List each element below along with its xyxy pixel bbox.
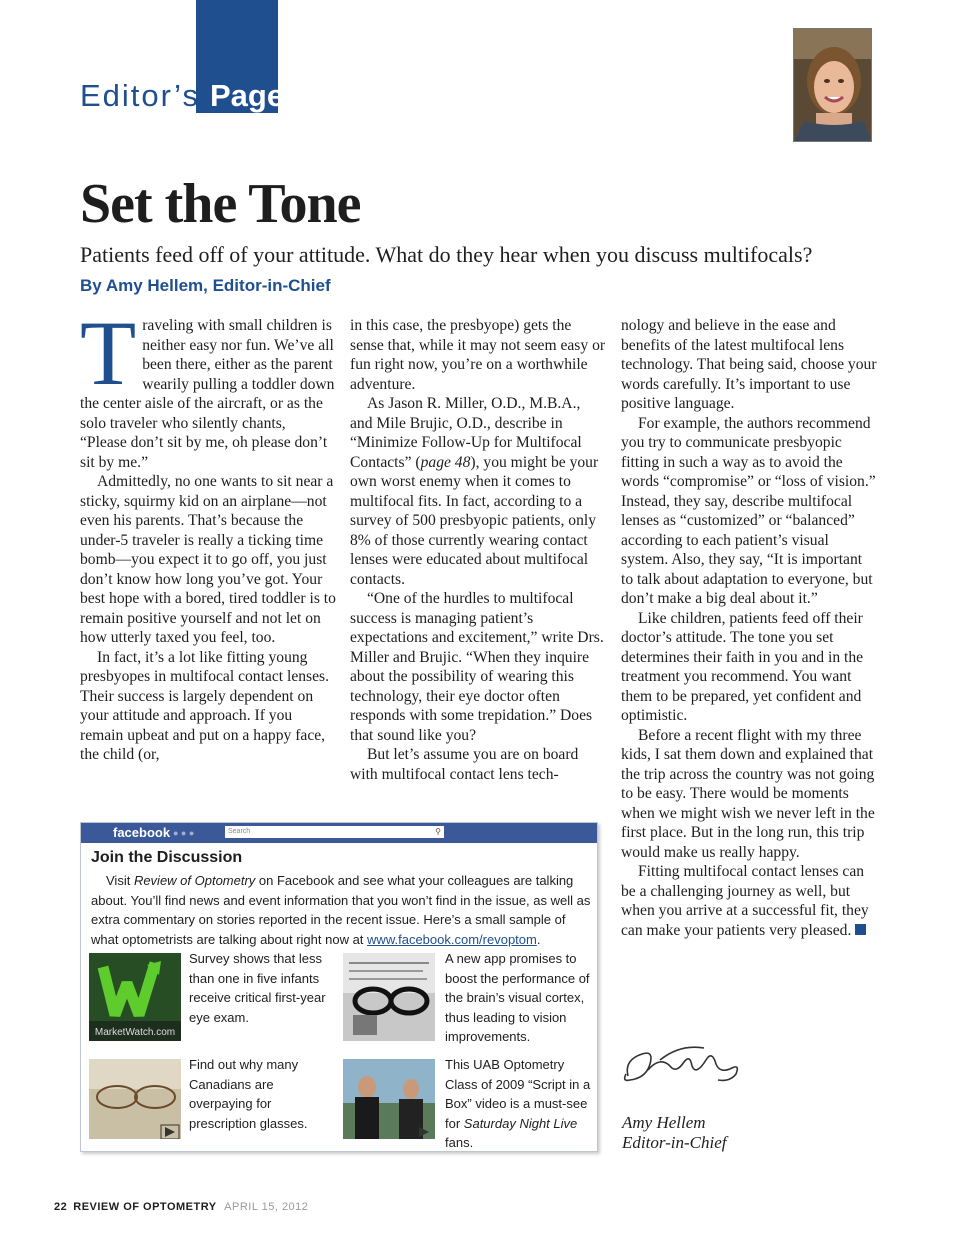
facebook-nav-icons: ● ● ● [173, 828, 195, 838]
video-thumbnail [343, 1059, 435, 1139]
paragraph: in this case, the presbyope) gets the sense that, while it may not seem easy or fun right now, you’re on a worthwhile adventure. [350, 317, 606, 393]
section-label-part1: Editor’s [80, 78, 200, 113]
facebook-link[interactable]: www.facebook.com/revoptom [367, 931, 537, 947]
signoff-name: Amy Hellem [622, 1113, 706, 1132]
eyeglasses-thumbnail [89, 1059, 181, 1139]
facebook-search-field: Search ⚲ [225, 826, 444, 838]
paragraph: Like children, patients feed off their doctor’s attitude. The tone you set determines their faith in you and in the treatment you recommend. You want them to be prepared, yet confident and optimistic. [621, 609, 864, 724]
glasses-newspaper-thumbnail [343, 953, 435, 1041]
signoff [622, 1113, 726, 1153]
marketwatch-thumbnail [89, 953, 181, 1041]
section-label [80, 78, 284, 114]
end-mark [855, 924, 866, 935]
article-column-2 [350, 316, 606, 784]
facebook-box-heading: Join the Discussion [91, 849, 243, 866]
paragraph: Fitting multifocal contact lenses can be a challenging journey as well, but when you arrive at a successful fit, they can make your patients very pleased. [621, 863, 869, 939]
paragraph: “One of the hurdles to multifocal success is managing patient’s expectations and excitement,” write Drs. Miller and Brujic. “When they inquire about the possibility of wearing this technology, their eye doctor often responds with some trepidation.” Does that sound like you? [350, 590, 604, 744]
facebook-header-bar [81, 823, 597, 843]
paragraph: But let’s assume you are on board with multifocal contact lens tech- [350, 746, 579, 783]
paragraph: Admittedly, no one wants to sit near a sticky, squirmy kid on an airplane—not even his parents. That’s because the under-5 traveler is really a ticking time bomb—you expect it to go off, you just don’t know how long you’ve got. Your best hope with a bored, tired toddler is to remain positive yourself and not let on how utterly taxed you feel, too. [80, 473, 336, 646]
facebook-sidebar [80, 822, 598, 1152]
byline: By Amy Hellem, Editor-in-Chief [80, 276, 331, 295]
page-footer [54, 1201, 308, 1213]
page-reference: page 48 [420, 453, 471, 471]
paragraph: For example, the authors recommend you try to communicate presbyopic fitting in such a way as to avoid the words “compromise” or “loss of vision.” Instead, they say, describe multifocal lenses as “customized” or “balanced” according to each patient’s visual system. Also, they say, “It is important to talk about adaptation to everyone, but don’t make a big deal about it.” [621, 414, 876, 607]
publication-name: REVIEW OF OPTOMETRY [73, 1201, 217, 1213]
issue-date: APRIL 15, 2012 [224, 1201, 309, 1213]
search-icon: ⚲ [435, 827, 441, 836]
article-title: Set the Tone [80, 173, 361, 235]
article-column-1 [80, 302, 336, 765]
article-column-3 [621, 316, 877, 940]
section-label-part2: Page [209, 78, 285, 113]
article-subtitle: Patients feed off of your attitude. What do they hear when you discuss multifocals? [80, 242, 813, 267]
facebook-post[interactable]: This UAB Optometry Class of 2009 “Script in a Box” video is a must-see for Saturday Night Live fans. [445, 1057, 591, 1150]
thumbnail-caption: MarketWatch.com [94, 1027, 176, 1038]
paragraph: In fact, it’s a lot like fitting young presbyopes in multifocal contact lenses. Their success is largely dependent on your attitude and approach. If you remain upbeat and put on a happy face, the child (or, [80, 648, 329, 763]
facebook-box-intro: Visit Review of Optometry on Facebook and see what your colleagues are talking about. You’ll find news and event information that you won’t find in the issue, as well as extra commentary on stories reported in the recent issue. Here’s a small sample of what optometrists are talking about right now at www.facebook.com/revoptom. [91, 873, 591, 947]
facebook-logo: facebook [113, 825, 171, 840]
facebook-post[interactable]: A new app promises to boost the performance of the brain’s visual cortex, thus leading to vision improvements. [445, 951, 590, 1044]
facebook-post[interactable]: Survey shows that less than one in five infants receive critical first-year eye exam. [189, 951, 326, 1025]
paragraph: Before a recent flight with my three kids, I sat them down and explained that the trip across the country was not going to be easy. There would be moments when we might wish we never left in the first place. But in the long run, this trip would make us really happy. [621, 726, 875, 861]
facebook-post[interactable]: Find out why many Canadians are overpaying for prescription glasses. [189, 1057, 308, 1131]
signature [620, 1040, 744, 1094]
paragraph: As Jason R. Miller, O.D., M.B.A., and Mile Brujic, O.D., describe in “Minimize Follow-Up for Multifocal Contacts” (page 48), you might be your own worst enemy when it comes to multifocal fits. In fact, according to a survey of 500 presbyopic patients, only 8% of those currently wearing contact lenses were educated about multifocal contacts. [350, 395, 599, 588]
signoff-role: Editor-in-Chief [622, 1133, 727, 1152]
paragraph: nology and believe in the ease and benefits of the latest multifocal lens technology. That being said, choose your words carefully. It’s important to use positive language. [621, 317, 877, 412]
author-photo [793, 28, 872, 142]
drop-cap: T [80, 302, 137, 404]
page-number: 22 [54, 1201, 68, 1213]
paragraph: Traveling with small children is neither easy nor fun. We’ve all been there, either as the parent wearily pulling a toddler down the center aisle of the aircraft, or as the solo traveler who silently chants, “Please don’t sit by me, oh please don’t sit by me.” [80, 302, 335, 471]
